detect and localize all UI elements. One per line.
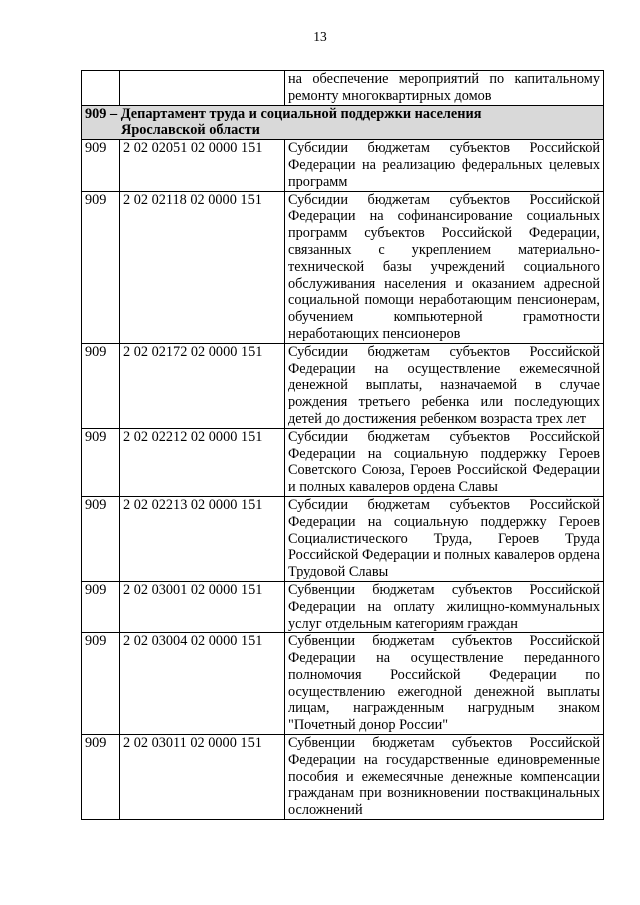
admin-code-cell: 909	[82, 343, 120, 428]
budget-code-cell: 2 02 03004 02 0000 151	[120, 633, 285, 735]
budget-code-cell: 2 02 02212 02 0000 151	[120, 428, 285, 496]
admin-code-cell: 909	[82, 581, 120, 632]
budget-code-cell: 2 02 03011 02 0000 151	[120, 735, 285, 820]
code-cell-empty	[120, 71, 285, 106]
table-body	[82, 71, 604, 820]
admin-code-cell: 909	[82, 496, 120, 581]
budget-code-cell: 2 02 02051 02 0000 151	[120, 140, 285, 191]
table-row	[82, 496, 604, 581]
description-cell: Субвенции бюджетам субъектов Российской Федерации на осуществление переданного полномочия Российской Федерации по осуществлению ежегодной денежной выплаты лицам, награжденным нагрудным знаком "Почетный донор России"	[285, 633, 604, 735]
table-row	[82, 581, 604, 632]
description-cell: Субсидии бюджетам субъектов Российской Федерации на социальную поддержку Героев Советского Союза, Героев Российской Федерации и полных кавалеров ордена Славы	[285, 428, 604, 496]
section-header	[82, 105, 604, 140]
admin-cell-empty	[82, 71, 120, 106]
admin-code-cell: 909	[82, 428, 120, 496]
admin-code-cell: 909	[82, 191, 120, 343]
description-cell: Субсидии бюджетам субъектов Российской Федерации на социальную поддержку Героев Социалистического Труда, Героев Труда Российской Федерации и полных кавалеров ордена Трудовой Славы	[285, 496, 604, 581]
budget-code-cell: 2 02 02118 02 0000 151	[120, 191, 285, 343]
description-cell: Субсидии бюджетам субъектов Российской Федерации на реализацию федеральных целевых программ	[285, 140, 604, 191]
budget-code-cell: 2 02 02213 02 0000 151	[120, 496, 285, 581]
section-title-line-2: Ярославской области	[121, 122, 260, 139]
section-header-row	[82, 105, 604, 140]
admin-code-cell: 909	[82, 735, 120, 820]
budget-code-cell: 2 02 03001 02 0000 151	[120, 581, 285, 632]
budget-classification-table	[81, 70, 604, 820]
continuation-row	[82, 71, 604, 106]
description-cell: Субвенции бюджетам субъектов Российской Федерации на государственные единовременные пособия и ежемесячные денежные компенсации гражданам при возникновении поствакцинальных осложнений	[285, 735, 604, 820]
page-number: 13	[313, 29, 327, 44]
table-row	[82, 633, 604, 735]
admin-code-cell: 909	[82, 140, 120, 191]
description-cell: Субсидии бюджетам субъектов Российской Федерации на софинансирование социальных программ субъектов Российской Федерации, связанных с укреплением материально-технической базы учреждений социального обслуживания населения и оказанием адресной социальной помощи неработающим пенсионерам, обучением компьютерной грамотности неработающих пенсионеров	[285, 191, 604, 343]
description-cell: Субвенции бюджетам субъектов Российской Федерации на оплату жилищно-коммунальных услуг отдельным категориям граждан	[285, 581, 604, 632]
section-title-line-1: 909 – Департамент труда и социальной поддержки населения	[85, 105, 482, 122]
admin-code-cell: 909	[82, 633, 120, 735]
table-row	[82, 735, 604, 820]
description-cell: Субсидии бюджетам субъектов Российской Федерации на осуществление ежемесячной денежной выплаты, назначаемой в случае рождения третьего ребенка или последующих детей до достижения ребенком возраста трех лет	[285, 343, 604, 428]
continuation-description: на обеспечение мероприятий по капитальному ремонту многоквартирных домов	[285, 71, 604, 106]
budget-code-cell: 2 02 02172 02 0000 151	[120, 343, 285, 428]
table-row	[82, 428, 604, 496]
table-row	[82, 343, 604, 428]
table-row	[82, 191, 604, 343]
table-row	[82, 140, 604, 191]
